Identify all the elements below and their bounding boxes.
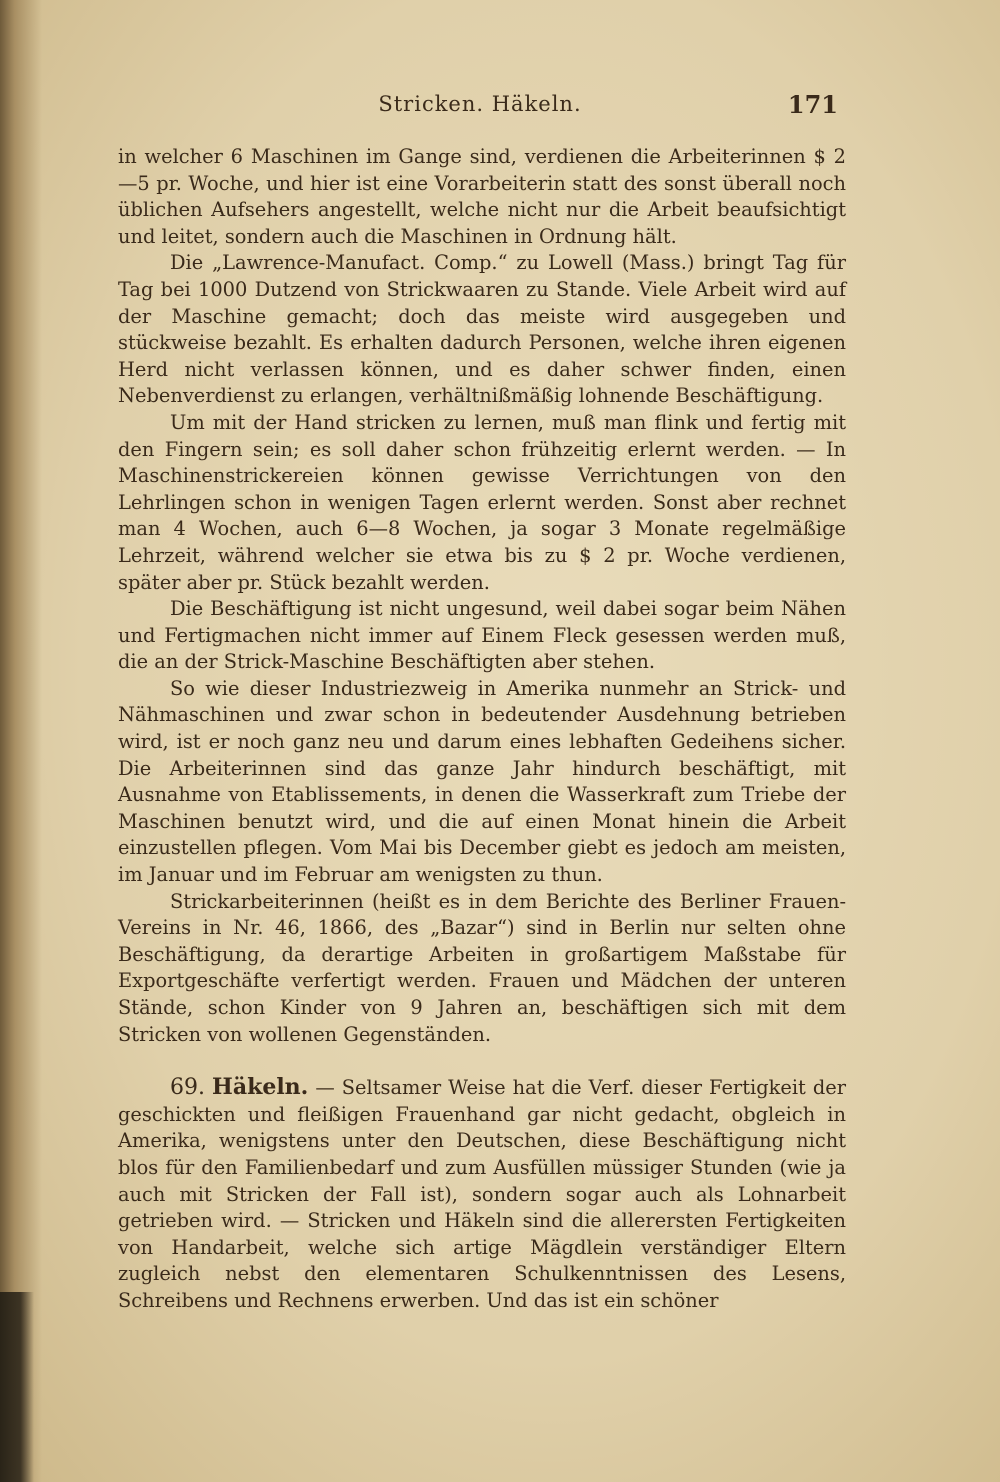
- running-head: [118, 88, 842, 128]
- spine-edge: [0, 1292, 34, 1482]
- paragraph: Die Beschäftigung ist nicht ungesund, weil dabei sogar beim Nähen und Fertigmachen nicht immer auf Einem Fleck gesessen werden muß, die an der Strick-Maschine Beschäftigten aber stehen.: [118, 597, 846, 674]
- binding-shadow: [0, 0, 42, 1482]
- paragraph: in welcher 6 Maschinen im Gange sind, verdienen die Arbeiterinnen $ 2—5 pr. Woche, und hier ist eine Vorarbeiterin statt des sonst überall noch üblichen Aufsehers angestellt, welche nicht nur die Arbeit beaufsichtigt und leitet, sondern auch die Maschinen in Ordnung hält.: [118, 145, 846, 248]
- page-number: 171: [787, 90, 838, 119]
- paragraph: Die „Lawrence-Manufact. Comp.“ zu Lowell (Mass.) bringt Tag für Tag bei 1000 Dutzend von Strickwaaren zu Stande. Viele Arbeit wird auf der Maschine gemacht; doch das meiste wird ausgegeben und stückweise bezahlt. Es erhalten dadurch Personen, welche ihren eigenen Herd nicht verlassen können, und es daher schwer finden, einen Nebenverdienst zu erlangen, verhältnißmäßig lohnende Beschäftigung.: [118, 251, 846, 408]
- section-text: — Seltsamer Weise hat die Verf. dieser Fertigkeit der geschickten und fleißigen Frauenhand gar nicht gedacht, obgleich in Amerika, wenigstens unter den Deutschen, diese Beschäftigung nicht blos für den Familienbedarf und zum Ausfüllen müssiger Stunden (wie ja auch mit Stricken der Fall ist), sondern sogar auch als Lohnarbeit getrieben wird. — Stricken und Häkeln sind die allerersten Fertigkeiten von Handarbeit, welche sich artige Mägdlein verständiger Eltern zugleich nebst den elementaren Schulkenntnissen des Lesens, Schreibens und Rechnens erwerben. Und das ist ein schöner: [118, 1076, 846, 1312]
- section-paragraph: [118, 1074, 846, 1314]
- section-number: 69.: [170, 1075, 205, 1101]
- paragraph: So wie dieser Industriezweig in Amerika nunmehr an Strick- und Nähmaschinen und zwar schon in bedeutender Ausdehnung betrieben wird, ist er noch ganz neu und darum eines lebhaften Gedeihens sicher. Die Arbeiterinnen sind das ganze Jahr hindurch beschäftigt, mit Ausnahme von Etablissements, in denen die Wasserkraft zum Triebe der Maschinen benutzt wird, und die auf einen Monat hinein die Arbeit einzustellen pflegen. Vom Mai bis December giebt es jedoch am meisten, im Januar und im Februar am wenigsten zu thun.: [118, 676, 846, 887]
- running-title: Stricken. Häkeln.: [378, 92, 582, 116]
- section-title: Häkeln.: [212, 1074, 309, 1101]
- body-text: [118, 144, 846, 1315]
- paragraph: Um mit der Hand stricken zu lernen, muß man flink und fertig mit den Fingern sein; es soll daher schon frühzeitig erlernt werden. — In Maschinenstrickereien können gewisse Verrichtungen von den Lehrlingen schon in wenigen Tagen erlernt werden. Sonst aber rechnet man 4 Wochen, auch 6—8 Wochen, ja sogar 3 Monate regelmäßige Lehrzeit, während welcher sie etwa bis zu $ 2 pr. Woche verdienen, später aber pr. Stück bezahlt werden.: [118, 410, 846, 594]
- paragraph: Strickarbeiterinnen (heißt es in dem Berichte des Berliner Frauen-Vereins in Nr. 46, 1866, des „Bazar“) sind in Berlin nur selten ohne Beschäftigung, da derartige Arbeiten in großartigem Maßstabe für Exportgeschäfte verfertigt werden. Frauen und Mädchen der unteren Stände, schon Kinder von 9 Jahren an, beschäftigen sich mit dem Stricken von wollenen Gegenständen.: [118, 889, 846, 1046]
